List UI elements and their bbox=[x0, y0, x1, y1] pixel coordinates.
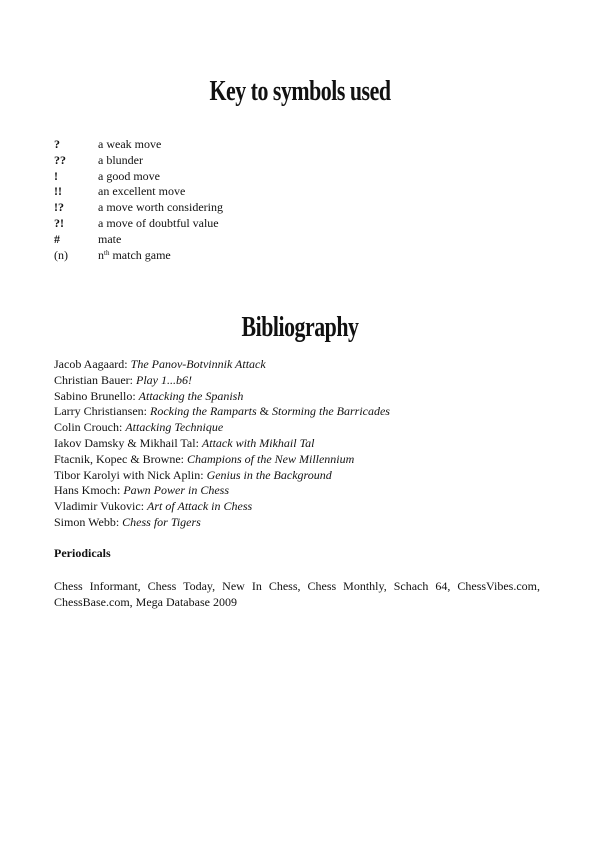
bibliography-entry bbox=[54, 357, 554, 373]
symbol-row-weak-move bbox=[54, 137, 454, 153]
symbol-meaning bbox=[98, 248, 171, 264]
bib-title-second: Storming the Barricades bbox=[271, 404, 390, 419]
bibliography-entry bbox=[54, 420, 554, 436]
key-to-symbols-title: Key to symbols used bbox=[209, 76, 391, 107]
bibliography-title: Bibliography bbox=[241, 312, 359, 343]
bib-author: Simon Webb: bbox=[54, 514, 123, 529]
periodicals-heading: Periodicals bbox=[54, 546, 111, 560]
bib-title: Attacking the Spanish bbox=[138, 388, 244, 403]
bibliography-entry bbox=[54, 499, 554, 515]
bib-author: Tibor Karolyi with Nick Aplin: bbox=[54, 467, 207, 482]
symbol: # bbox=[54, 231, 60, 246]
bib-title: Champions of the New Millennium bbox=[186, 451, 355, 466]
symbol: ! bbox=[54, 168, 58, 183]
bib-title: Genius in the Background bbox=[206, 467, 332, 482]
symbol: ? bbox=[54, 137, 60, 151]
bibliography-entry bbox=[54, 515, 554, 531]
bib-title: Pawn Power in Chess bbox=[123, 483, 229, 498]
bib-title: Play 1...b6! bbox=[135, 372, 192, 387]
bib-title: Attacking Technique bbox=[125, 420, 224, 435]
bib-author: Ftacnik, Kopec & Browne: bbox=[54, 451, 187, 466]
symbol-row-doubtful-value bbox=[54, 216, 454, 232]
symbol-row-good-move bbox=[54, 169, 454, 185]
symbol-meaning: an excellent move bbox=[98, 184, 186, 199]
symbol-meaning: a blunder bbox=[98, 152, 143, 167]
bib-joiner: & bbox=[256, 404, 272, 419]
meaning-superscript: th bbox=[104, 248, 110, 257]
symbol-row-excellent-move bbox=[54, 184, 454, 200]
symbol-meaning: mate bbox=[98, 231, 122, 246]
symbol: (n) bbox=[54, 247, 68, 262]
bibliography-entry bbox=[54, 404, 554, 420]
symbol: ?! bbox=[54, 215, 64, 230]
symbol-row-blunder bbox=[54, 153, 454, 169]
symbol-meaning: a weak move bbox=[98, 137, 162, 151]
bibliography-entry bbox=[54, 452, 554, 468]
bib-title: Chess for Tigers bbox=[122, 514, 201, 529]
bibliography-entry bbox=[54, 468, 554, 484]
symbol-row-mate bbox=[54, 232, 454, 248]
symbol: !! bbox=[54, 184, 62, 199]
bib-title: The Panov-Botvinnik Attack bbox=[130, 357, 266, 371]
symbol: !? bbox=[54, 200, 64, 215]
bibliography-entry bbox=[54, 436, 554, 452]
symbol-meaning: a good move bbox=[98, 168, 160, 183]
bib-author: Iakov Damsky & Mikhail Tal: bbox=[54, 435, 202, 450]
symbol-meaning: a move of doubtful value bbox=[98, 215, 219, 230]
bib-title: Art of Attack in Chess bbox=[147, 499, 253, 514]
symbols-list bbox=[54, 137, 454, 263]
symbol: ?? bbox=[54, 152, 66, 167]
bib-author: Vladimir Vukovic: bbox=[54, 499, 148, 514]
periodicals-text: Chess Informant, Chess Today, New In Chess, Chess Monthly, Schach 64, ChessVibes.com, ChessBase.com, Mega Database 2009 bbox=[54, 579, 540, 609]
bibliography-entry bbox=[54, 483, 554, 499]
bib-title: Rocking the Ramparts bbox=[149, 404, 257, 419]
bib-author: Colin Crouch: bbox=[54, 420, 126, 435]
meaning-prefix: n bbox=[98, 247, 104, 262]
bib-author: Larry Christiansen: bbox=[54, 404, 150, 419]
symbol-row-match-game bbox=[54, 248, 454, 264]
bibliography-list bbox=[54, 357, 554, 531]
bib-author: Jacob Aagaard: bbox=[54, 357, 131, 371]
bib-author: Christian Bauer: bbox=[54, 372, 136, 387]
bibliography-entry bbox=[54, 373, 554, 389]
bib-author: Sabino Brunello: bbox=[54, 388, 139, 403]
meaning-suffix: match game bbox=[109, 247, 171, 262]
bib-title: Attack with Mikhail Tal bbox=[201, 435, 315, 450]
symbol-meaning: a move worth considering bbox=[98, 200, 223, 215]
bibliography-entry bbox=[54, 389, 554, 405]
symbol-row-worth-considering bbox=[54, 200, 454, 216]
bib-author: Hans Kmoch: bbox=[54, 483, 124, 498]
